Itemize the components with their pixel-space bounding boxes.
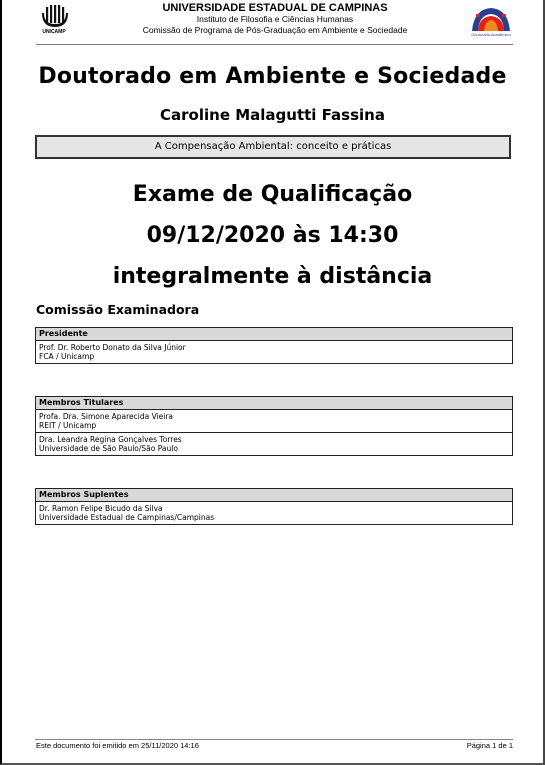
group-title: Membros Suplentes (36, 489, 512, 502)
footer-divider (35, 739, 513, 740)
candidate-name: Caroline Malagutti Fassina (160, 106, 385, 124)
member-name: Dra. Leandra Regina Gonçalves Torres (39, 435, 182, 444)
group-title: Membros Titulares (36, 397, 512, 410)
exam-datetime: 09/12/2020 às 14:30 (146, 223, 399, 248)
member-entry (36, 341, 512, 363)
program-logo-caption: Doutorado Acadêmico (471, 32, 511, 37)
page-number: Página 1 de 1 (466, 741, 513, 750)
program-logo (466, 5, 516, 39)
exam-type: Exame de Qualificação (132, 182, 413, 207)
group-presidente (35, 327, 513, 364)
member-affiliation: FCA / Unicamp (39, 352, 95, 361)
member-entry (36, 502, 512, 524)
document-header (0, 0, 545, 44)
thesis-title-box (35, 135, 511, 159)
group-titulares (35, 396, 513, 456)
member-name: Dr. Ramon Felipe Bicudo da Silva (39, 504, 163, 513)
commission-name: Comissão de Programa de Pós-Graduação em Ambiente e Sociedade (142, 25, 408, 35)
thesis-title: A Compensação Ambiental: conceito e práticas (154, 141, 392, 152)
unicamp-caption: UNICAMP (42, 29, 66, 35)
member-name: Profa. Dra. Simone Aparecida Vieira (39, 412, 174, 421)
university-name: UNIVERSIDADE ESTADUAL DE CAMPINAS (162, 2, 388, 14)
header-divider (36, 44, 513, 45)
issue-note: Este documento foi emitido em 25/11/2020 14:16 (36, 741, 199, 750)
member-affiliation: Universidade Estadual de Campinas/Campinas (39, 513, 215, 522)
institute-name: Instituto de Filosofia e Ciências Humanas (196, 14, 354, 24)
member-affiliation: REIT / Unicamp (39, 421, 97, 430)
group-suplentes (35, 488, 513, 525)
member-entry (36, 433, 512, 455)
exam-mode: integralmente à distância (112, 264, 433, 289)
unicamp-logo (37, 3, 71, 37)
header-text (100, 2, 450, 36)
group-title: Presidente (36, 328, 512, 341)
member-affiliation: Universidade de São Paulo/São Paulo (39, 444, 178, 453)
member-name: Prof. Dr. Roberto Donato da Silva Júnior (39, 343, 186, 352)
committee-heading: Comissão Examinadora (36, 302, 200, 317)
member-entry (36, 410, 512, 433)
document-title: Doutorado em Ambiente e Sociedade (38, 64, 507, 89)
